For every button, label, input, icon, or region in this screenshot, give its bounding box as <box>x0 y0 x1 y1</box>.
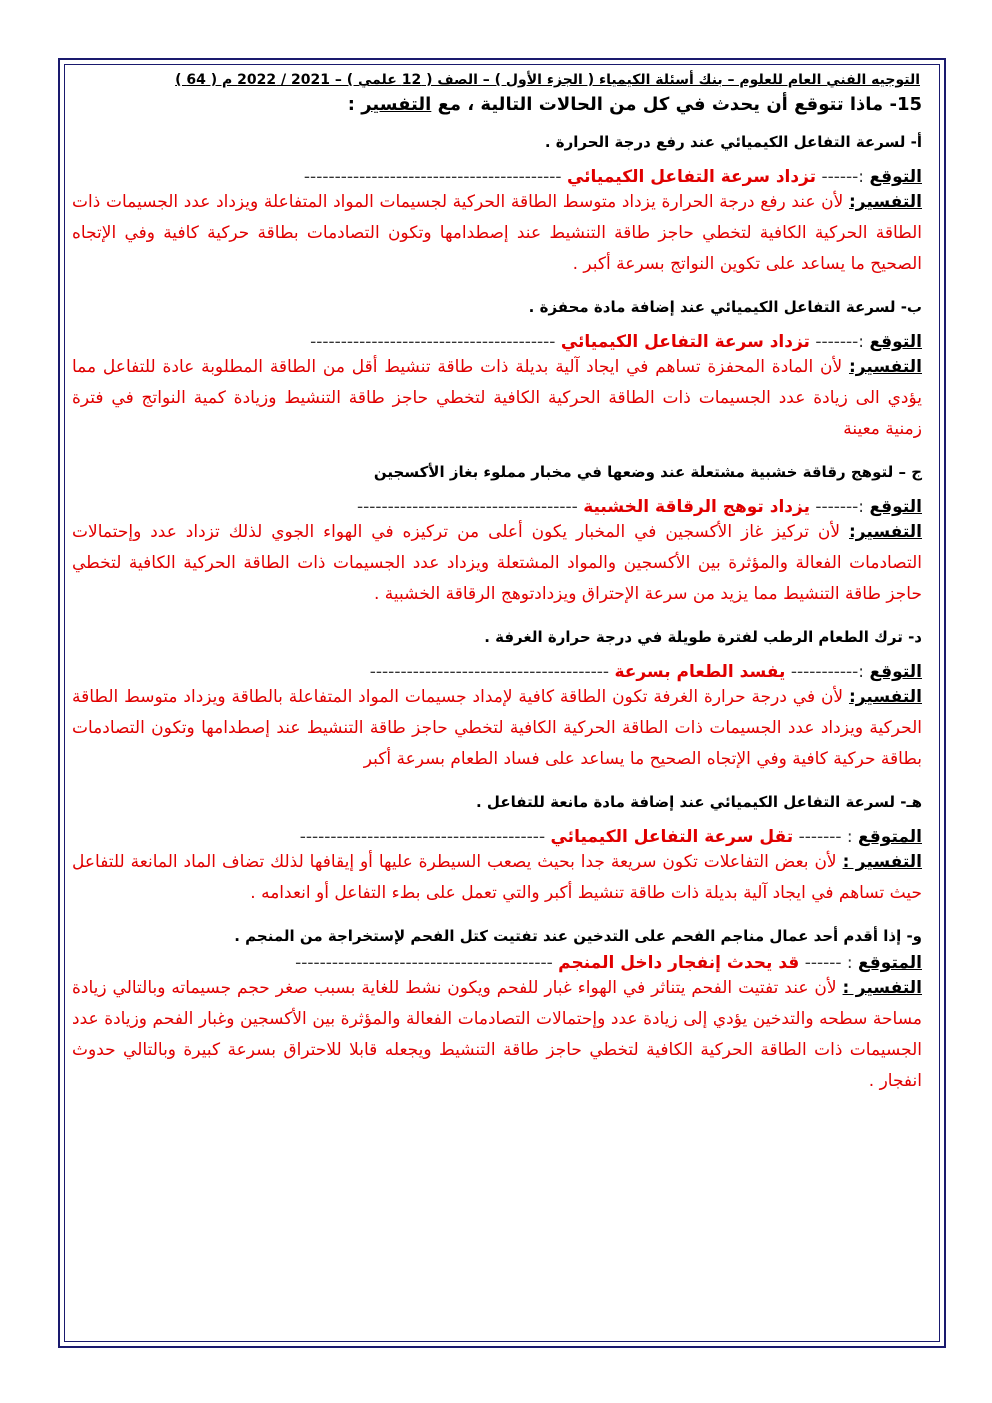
part-a <box>72 133 922 280</box>
question-number: 15- <box>889 94 922 115</box>
explanation-text: لأن بعض التفاعلات تكون سريعة جدا بحيث يصعب السيطرة عليها أو إيقافها لذلك تضاف الماد المانعة للتفاعل حيث تساهم في ايجاد آلية بديلة ذات طاقة تنشيط أكبر والتي تعمل على بطء التفاعل أو انعدامه . <box>72 852 922 903</box>
expectation-row <box>72 497 922 517</box>
expectation-value: تزداد سرعة التفاعل الكيميائي <box>566 167 817 187</box>
expectation-row <box>72 332 922 352</box>
expectation-label: المتوقع <box>858 827 922 847</box>
explanation-label: التفسير: <box>849 522 922 542</box>
question-heading <box>72 94 922 115</box>
expectation-prefix: :------ <box>821 167 865 187</box>
page-header: التوجيه الفني العام للعلوم – بنك أسئلة الكيمياء ( الجزء الأول ) – الصف ( 12 علمي ) – 2021 / 2022 م ( 64 ) <box>175 72 920 88</box>
expectation-suffix: ------------------------------------------ <box>295 953 553 973</box>
expectation-prefix: : ------ <box>804 953 853 973</box>
explanation <box>72 187 922 280</box>
expectation-suffix: ---------------------------------------- <box>310 332 556 352</box>
part-b <box>72 298 922 445</box>
expectation-value: يفسد الطعام بسرعة <box>614 662 786 682</box>
explanation-text: لأن المادة المحفزة تساهم في ايجاد آلية بديلة ذات طاقة تنشيط أقل من الطاقة المطلوبة عادة للتفاعل مما يؤدي الى زيادة عدد الجسيمات ذات الطاقة الحركية الكافية لتخطي حاجز طاقة التنشيط وزيادة كمية النواتج في فترة زمنية معينة <box>72 357 922 439</box>
explanation <box>72 517 922 610</box>
expectation-label: التوقع <box>869 167 922 187</box>
explanation <box>72 847 922 909</box>
question-text: ماذا تتوقع أن يحدث في كل من الحالات التالية ، مع <box>437 94 884 115</box>
explanation-label: التفسير : <box>842 978 922 998</box>
expectation-prefix: : ------- <box>798 827 853 847</box>
explanation-label: التفسير: <box>849 357 922 377</box>
question-colon: : <box>347 94 355 115</box>
explanation-text: لأن عند رفع درجة الحرارة يزداد متوسط الطاقة الحركية لجسيمات المواد المتفاعلة ويزداد عدد الجسيمات ذات الطاقة الحركية الكافية لتخطي حاجز طاقة التنشيط عند إصطدامها وتكون التصادمات بطاقة حركية كافية وفي الإتجاه الصحيح ما يساعد على تكوين النواتج بسرعة أكبر . <box>72 192 922 274</box>
explanation-text: لأن في درجة حرارة الغرفة تكون الطاقة كافية لإمداد جسيمات المواد المتفاعلة بالطاقة ويزداد متوسط الطاقة الحركية ويزداد عدد الجسيمات ذات الطاقة الحركية الكافية لتخطي حاجز طاقة التنشيط عند إصطدامها وتكون التصادمات بطاقة حركية كافية وفي الإتجاه الصحيح ما يساعد على فساد الطعام بسرعة أكبر <box>72 687 922 769</box>
part-c <box>72 463 922 610</box>
part-title: و- إذا أقدم أحد عمال مناجم الفحم على التدخين عند تفتيت كتل الفحم لإستخراجة من المنجم . <box>234 927 922 945</box>
part-title: د- ترك الطعام الرطب لفترة طويلة في درجة حرارة الغرفة . <box>484 628 922 646</box>
expectation-prefix: :------- <box>815 497 865 517</box>
expectation-row <box>72 662 922 682</box>
expectation-value: تقل سرعة التفاعل الكيميائي <box>550 827 794 847</box>
expectation-label: التوقع <box>869 662 922 682</box>
question-tafsir-word: التفسير <box>361 94 432 115</box>
expectation-value: يزداد توهج الرقاقة الخشبية <box>583 497 810 517</box>
part-title: أ- لسرعة التفاعل الكيميائي عند رفع درجة الحرارة . <box>544 133 922 151</box>
part-e <box>72 793 922 909</box>
part-title: هـ- لسرعة التفاعل الكيميائي عند إضافة مادة مانعة للتفاعل . <box>476 793 922 811</box>
expectation-suffix: --------------------------------------- <box>369 662 610 682</box>
explanation <box>72 352 922 445</box>
expectation-label: المتوقع <box>858 953 922 973</box>
expectation-suffix: ------------------------------------ <box>356 497 578 517</box>
explanation-label: التفسير : <box>842 852 922 872</box>
explanation-text: لأن عند تفتيت الفحم يتناثر في الهواء غبار للفحم ويكون نشط للغاية بسبب صغر حجم جسيماته وبالتالي زيادة مساحة سطحه والتدخين يؤدي إلى زيادة عدد وإحتمالات التصادمات الفعالة والمؤثرة بين الأكسجين وغبار الفحم وزيادة عدد الجسيمات ذات الطاقة الحركية الكافية لتخطي حاجز طاقة التنشيط ويجعله قابلا للاحتراق بسرعة كبيرة وبالتالي حدوث انفجار . <box>72 978 922 1091</box>
explanation <box>72 973 922 1097</box>
explanation-text: لأن تركيز غاز الأكسجين في المخبار يكون أعلى من تركيزه في الهواء الجوي لذلك تزداد عدد وإحتمالات التصادمات الفعالة والمؤثرة بين الأكسجين والمواد المشتعلة ويزداد عدد الجسيمات ذات الطاقة الحركية الكافية لتخطي حاجز طاقة التنشيط مما يزيد من سرعة الإحتراق ويزدادتوهج الرقاقة الخشبية . <box>72 522 922 604</box>
expectation-row <box>72 167 922 187</box>
expectation-value: قد يحدث إنفجار داخل المنجم <box>558 953 800 973</box>
explanation <box>72 682 922 775</box>
expectation-suffix: ---------------------------------------- <box>299 827 546 847</box>
expectation-row <box>72 953 922 973</box>
expectation-label: التوقع <box>869 332 922 352</box>
expectation-suffix: ------------------------------------------ <box>303 167 562 187</box>
part-title: ب- لسرعة التفاعل الكيميائي عند إضافة مادة محفزة . <box>528 298 922 316</box>
expectation-prefix: :----------- <box>790 662 865 682</box>
part-f <box>72 927 922 1097</box>
page-content <box>72 66 922 1097</box>
expectation-label: التوقع <box>869 497 922 517</box>
explanation-label: التفسير: <box>849 687 922 707</box>
part-title: ج – لتوهج رقاقة خشبية مشتعلة عند وضعها في مخبار مملوء بغاز الأكسجين <box>373 463 922 481</box>
expectation-prefix: :------- <box>815 332 865 352</box>
explanation-label: التفسير: <box>849 192 922 212</box>
part-d <box>72 628 922 775</box>
expectation-value: تزداد سرعة التفاعل الكيميائي <box>560 332 810 352</box>
expectation-row <box>72 827 922 847</box>
